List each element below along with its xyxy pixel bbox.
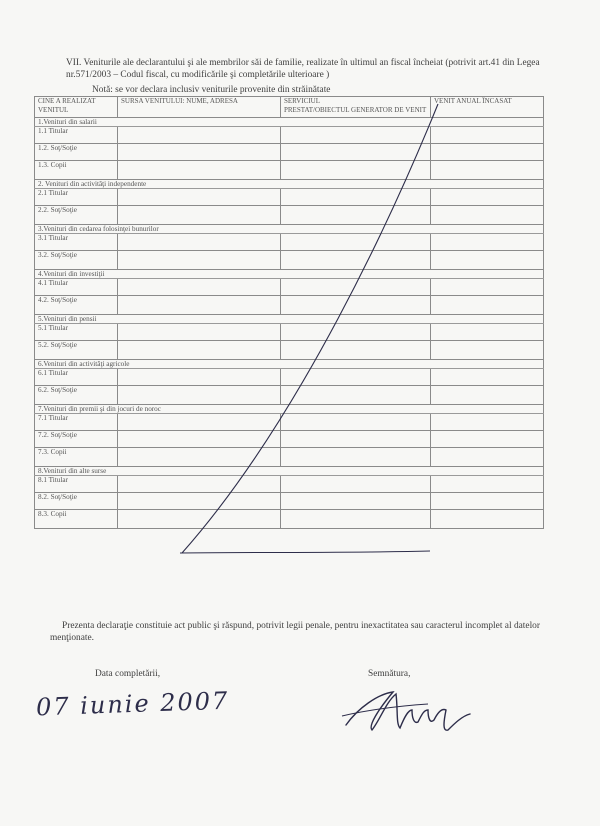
table-cell [431, 341, 544, 360]
row-label: 8.1 Titular [35, 476, 118, 493]
row-label: 5.1 Titular [35, 324, 118, 341]
table-cell [281, 493, 431, 510]
section-intro: VII. Veniturile ale declarantului şi ale membrilor săi de familie, realizate în ultimul an fiscal încheiat (potrivit art.41 din Legea nr.571/2003 – Codul fiscal, cu modificările şi completările ulterioare ) [66, 58, 540, 80]
table-cell [431, 127, 544, 144]
section-row [35, 180, 544, 189]
table-cell [281, 369, 431, 386]
table-cell [281, 476, 431, 493]
table-cell [431, 234, 544, 251]
table-cell [431, 493, 544, 510]
header-source: SURSA VENITULUI: NUME, ADRESA [118, 97, 281, 118]
header-income-b: ANUAL ÎNCASAT [456, 97, 512, 105]
section-title: 1.Venituri din salarii [35, 118, 544, 127]
row-label: 2.2. Soţ/Soţie [35, 206, 118, 225]
table-cell [118, 161, 281, 180]
table-row [35, 296, 544, 315]
table-cell [281, 279, 431, 296]
table-cell [118, 414, 281, 431]
section-title: 2. Venituri din activităţi independente [35, 180, 544, 189]
table-cell [431, 510, 544, 529]
table-cell [431, 386, 544, 405]
row-label: 8.2. Soţ/Soţie [35, 493, 118, 510]
table-cell [118, 431, 281, 448]
table-row [35, 431, 544, 448]
table-cell [281, 161, 431, 180]
section-row [35, 270, 544, 279]
table-cell [118, 206, 281, 225]
table-row [35, 161, 544, 180]
table-cell [118, 369, 281, 386]
table-cell [281, 341, 431, 360]
table-cell [118, 448, 281, 467]
row-label: 6.2. Soţ/Soţie [35, 386, 118, 405]
table-cell [431, 476, 544, 493]
section-title: 3.Venituri din cedarea folosinţei bunurilor [35, 225, 544, 234]
header-income [431, 97, 544, 118]
table-cell [118, 510, 281, 529]
table-cell [281, 386, 431, 405]
table-cell [281, 251, 431, 270]
section-title: 7.Venituri din premii şi din jocuri de noroc [35, 405, 544, 414]
table-row [35, 324, 544, 341]
table-cell [118, 234, 281, 251]
header-who: CINE A REALIZAT VENITUL [35, 97, 118, 118]
table-row [35, 448, 544, 467]
row-label: 6.1 Titular [35, 369, 118, 386]
declaration-statement: Prezenta declaraţie constituie act public şi răspund, potrivit legii penale, pentru inexactitatea sau caracterul incomplet al datelor menţionate. [50, 621, 540, 643]
table-cell [281, 324, 431, 341]
table-cell [431, 161, 544, 180]
foreign-income-note: Notă: se vor declara inclusiv veniturile provenite din străinătate [92, 85, 331, 95]
date-label: Data completării, [95, 669, 161, 679]
row-label: 7.1 Titular [35, 414, 118, 431]
table-cell [431, 206, 544, 225]
table-cell [118, 476, 281, 493]
table-cell [118, 127, 281, 144]
table-cell [118, 251, 281, 270]
section-row [35, 225, 544, 234]
table-header-row [35, 97, 544, 118]
section-row [35, 405, 544, 414]
section-title: 5.Venituri din pensii [35, 315, 544, 324]
table-row [35, 341, 544, 360]
handwritten-signature [338, 680, 478, 740]
handwritten-date: 07 iunie 2007 [35, 686, 230, 722]
header-income-a: VENIT [434, 97, 455, 105]
table-cell [431, 414, 544, 431]
table-cell [431, 369, 544, 386]
row-label: 4.1 Titular [35, 279, 118, 296]
table-cell [431, 296, 544, 315]
table-cell [431, 189, 544, 206]
table-row [35, 510, 544, 529]
table-cell [281, 510, 431, 529]
row-label: 7.2. Soţ/Soţie [35, 431, 118, 448]
section-row [35, 315, 544, 324]
table-cell [281, 206, 431, 225]
row-label: 5.2. Soţ/Soţie [35, 341, 118, 360]
table-cell [118, 144, 281, 161]
table-row [35, 144, 544, 161]
section-row [35, 118, 544, 127]
table-cell [118, 279, 281, 296]
row-label: 3.1 Titular [35, 234, 118, 251]
table-cell [118, 341, 281, 360]
row-label: 1.2. Soţ/Soţie [35, 144, 118, 161]
table-row [35, 369, 544, 386]
table-cell [431, 448, 544, 467]
row-label: 4.2. Soţ/Soţie [35, 296, 118, 315]
table-row [35, 189, 544, 206]
table-row [35, 234, 544, 251]
table-cell [118, 493, 281, 510]
table-cell [118, 324, 281, 341]
section-title: 6.Venituri din activităţi agricole [35, 360, 544, 369]
table-row [35, 206, 544, 225]
table-row [35, 476, 544, 493]
table-cell [431, 251, 544, 270]
table-cell [281, 234, 431, 251]
header-service-b: PRESTAT/OBIECTUL GENERATOR DE VENIT [284, 105, 427, 114]
header-service [281, 97, 431, 118]
row-label: 7.3. Copii [35, 448, 118, 467]
table-row [35, 414, 544, 431]
table-cell [118, 189, 281, 206]
row-label: 1.1 Titular [35, 127, 118, 144]
row-label: 1.3. Copii [35, 161, 118, 180]
header-service-a: SERVICIUL [284, 97, 320, 105]
income-table [34, 96, 544, 529]
table-row [35, 279, 544, 296]
row-label: 3.2. Soţ/Soţie [35, 251, 118, 270]
table-cell [431, 279, 544, 296]
signature-label: Semnătura, [368, 669, 411, 679]
table-cell [431, 324, 544, 341]
row-label: 2.1 Titular [35, 189, 118, 206]
table-cell [281, 127, 431, 144]
table-cell [118, 386, 281, 405]
table-body [35, 118, 544, 529]
table-cell [281, 414, 431, 431]
table-row [35, 251, 544, 270]
table-cell [281, 144, 431, 161]
section-title: 8.Venituri din alte surse [35, 467, 544, 476]
table-cell [431, 431, 544, 448]
table-cell [281, 431, 431, 448]
table-cell [281, 448, 431, 467]
table-cell [118, 296, 281, 315]
row-label: 8.3. Copii [35, 510, 118, 529]
table-row [35, 386, 544, 405]
table-row [35, 493, 544, 510]
section-row [35, 360, 544, 369]
section-row [35, 467, 544, 476]
table-row [35, 127, 544, 144]
table-cell [281, 189, 431, 206]
table-cell [281, 296, 431, 315]
section-title: 4.Venituri din investiţii [35, 270, 544, 279]
table-cell [431, 144, 544, 161]
